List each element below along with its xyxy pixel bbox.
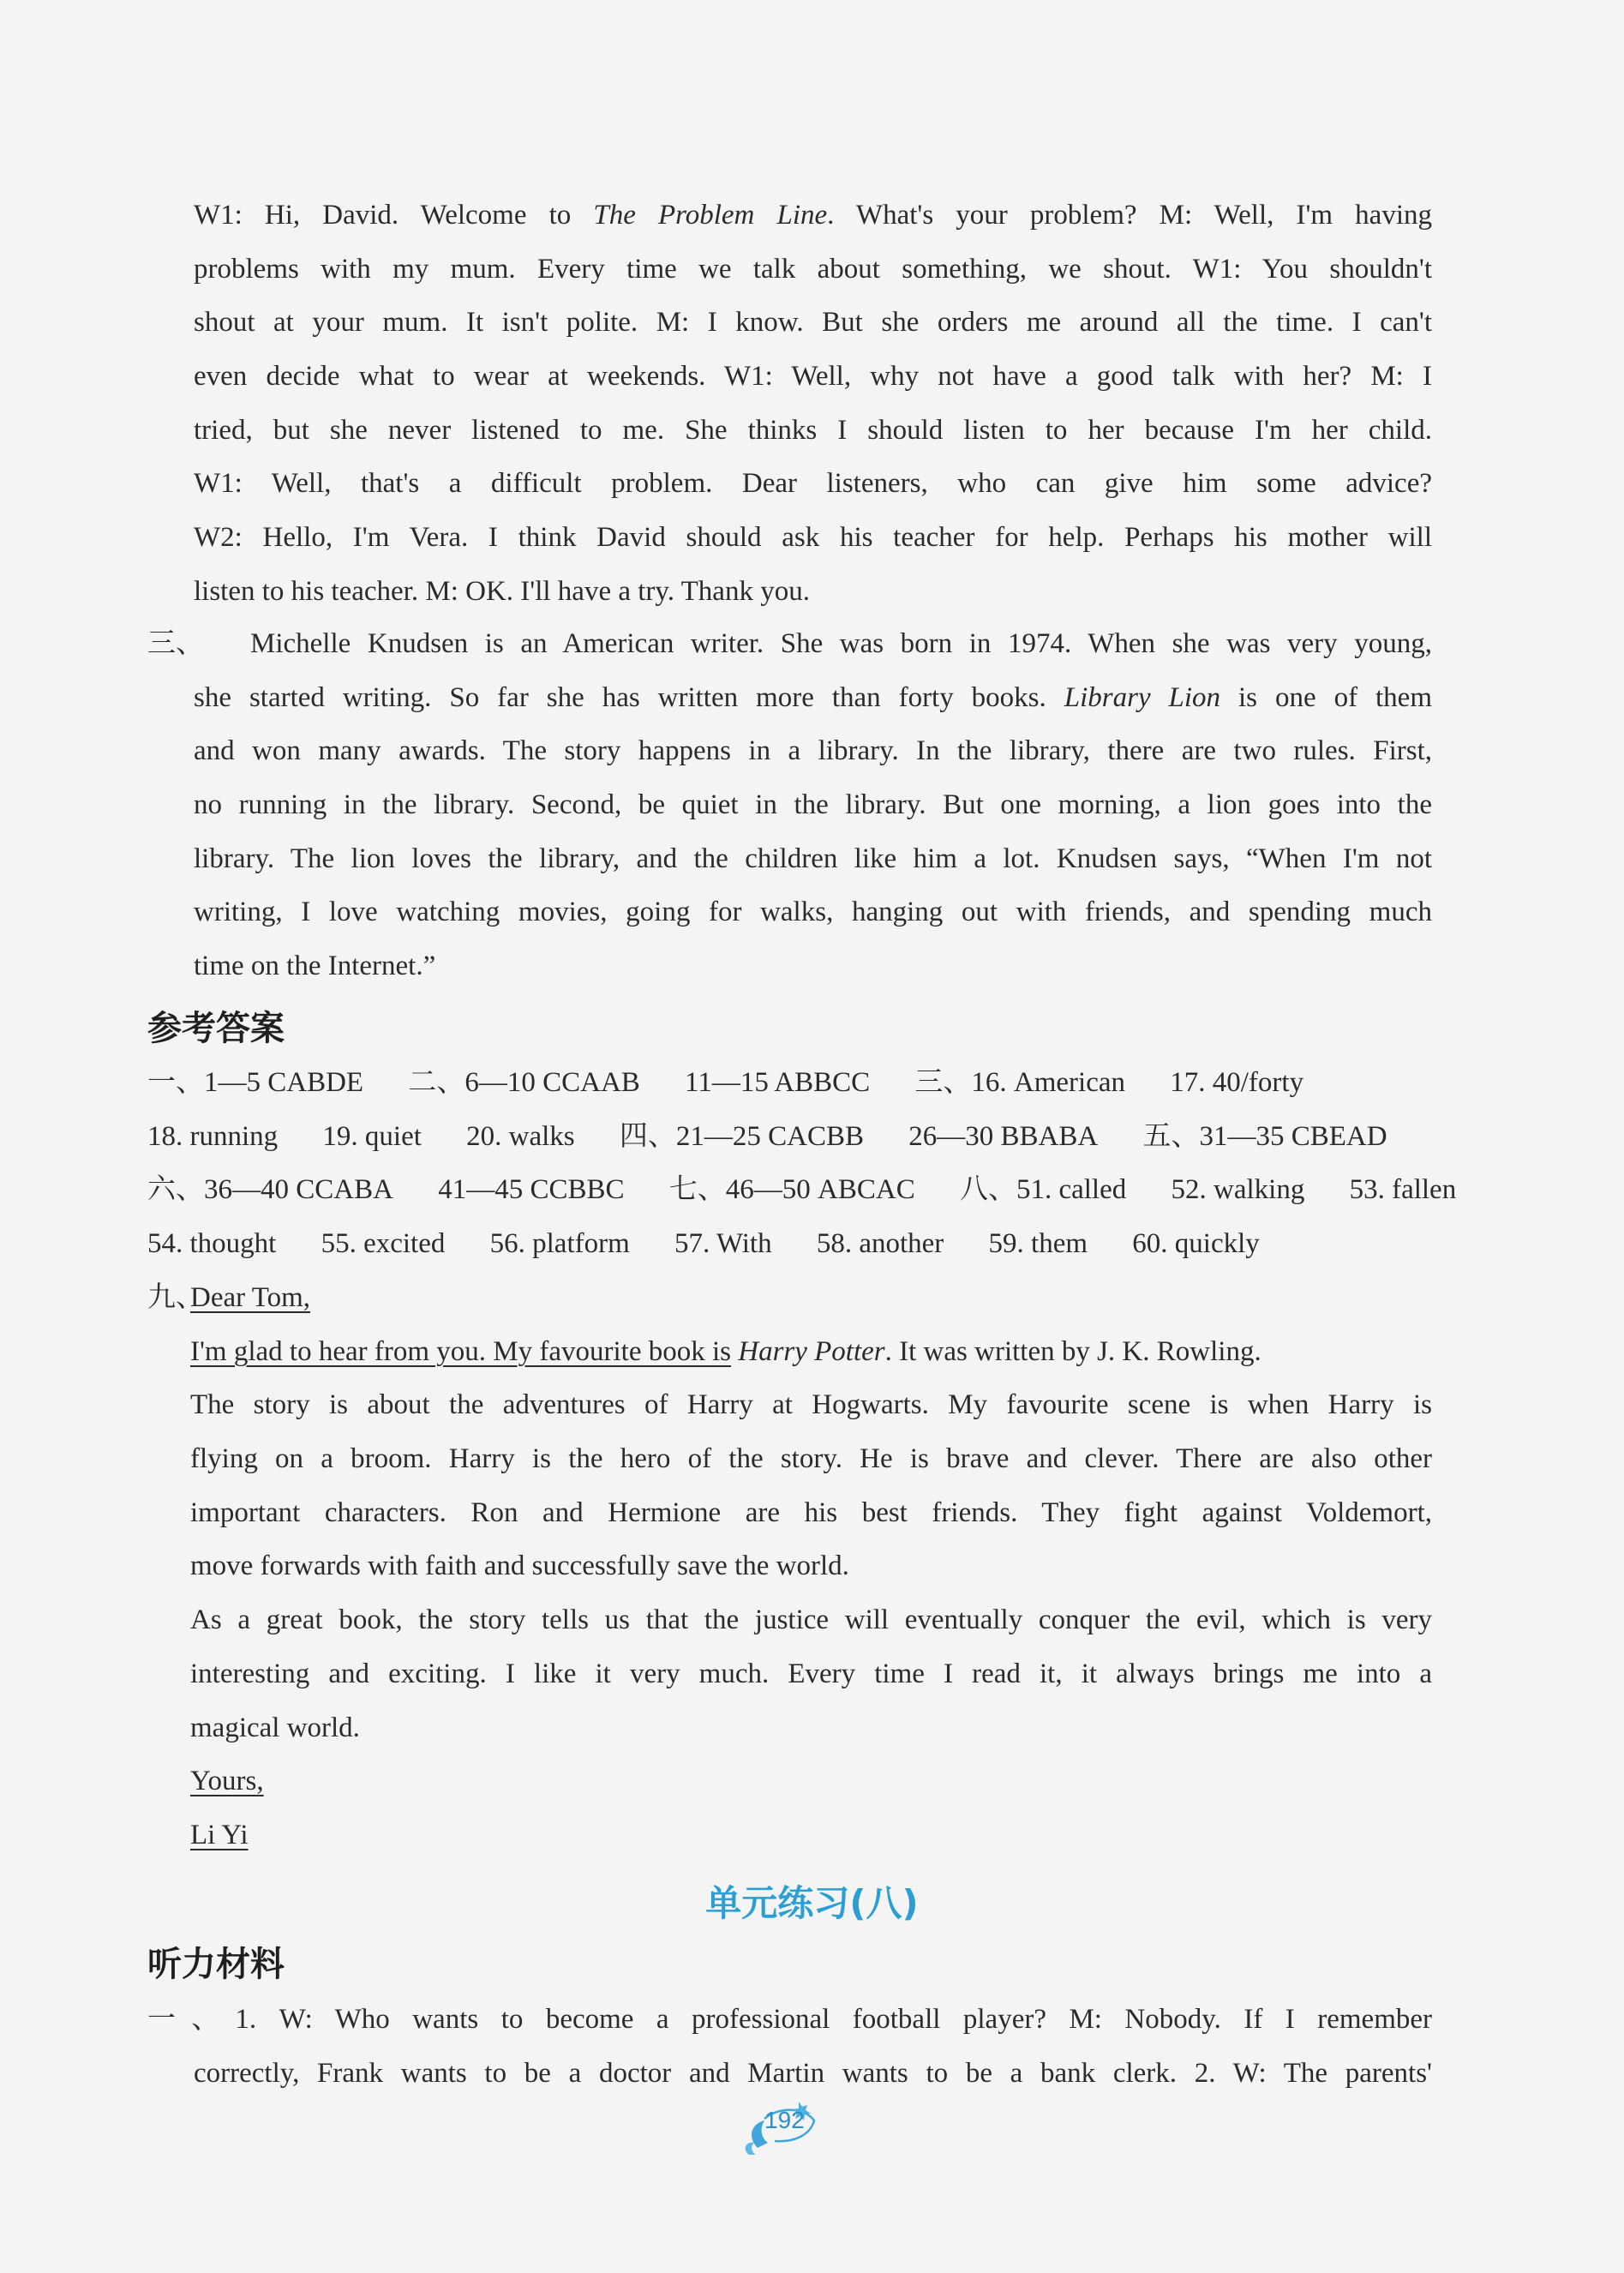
listening-continued (194, 189, 1432, 619)
text-line: W2: Hello, I'm Vera. I think David should ask his teacher for help. Perhaps his mother will (194, 522, 1432, 554)
section-3-label: 三、 (147, 628, 204, 659)
answer-key (147, 1056, 1457, 1271)
text-line: no running in the library. Second, be quiet in the library. But one morning, a lion goes into the (194, 789, 1432, 821)
section-9-label: 九、 (147, 1282, 204, 1313)
unit-title: 单元练习(八) (705, 1882, 919, 1924)
text-line: problems with my mum. Every time we talk about something, we shout. W1: You shouldn't (194, 253, 1432, 285)
text-line: 一、1. W: Who wants to become a professional football player? M: Nobody. If I remember (147, 2004, 1432, 2035)
answer-row: 一、1—5 CABDE 二、6—10 CCAAB 11—15 ABBCC 三、16. American 17. 40/forty (147, 1067, 1304, 1098)
letter-signature: Li Yi (190, 1819, 249, 1850)
text-line: writing, I love watching movies, going for walks, hanging out with friends, and spending much (194, 897, 1432, 928)
model-letter (190, 1271, 1432, 1862)
text-line: and won many awards. The story happens in a library. In the library, there are two rules. First, (194, 735, 1432, 767)
letter-line: magical world. (190, 1712, 360, 1743)
text-line: time on the Internet.” (194, 951, 436, 982)
listening-heading: 听力材料 (147, 1945, 285, 1984)
text-line: W1: Well, that's a difficult problem. Dear listeners, who can give him some advice? (194, 468, 1432, 500)
letter-line: The story is about the adventures of Harry at Hogwarts. My favourite scene is when Harry is (190, 1389, 1432, 1421)
page-number: 192 (764, 2107, 805, 2133)
text-line: she started writing. So far she has written more than forty books. Library Lion is one of them (194, 681, 1432, 713)
letter-greeting: Dear Tom, (190, 1282, 311, 1313)
text-line: listen to his teacher. M: OK. I'll have a try. Thank you. (194, 575, 810, 607)
answer-row: 六、36—40 CCABA 41—45 CCBBC 七、46—50 ABCAC 八、51. called 52. walking 53. fallen (147, 1174, 1457, 1206)
text-line: even decide what to wear at weekends. W1: Well, why not have a good talk with her? M: I (194, 361, 1432, 393)
text-line: W1: Hi, David. Welcome to The Problem Line. What's your problem? M: Well, I'm having (194, 200, 1432, 231)
answers-heading: 参考答案 (147, 1009, 285, 1048)
page-number-badge (739, 2095, 824, 2163)
letter-line: As a great book, the story tells us that the justice will eventually conquer the evil, which is very (190, 1604, 1432, 1636)
text-line: library. The lion loves the library, and the children like him a lot. Knudsen says, “When I'm not (194, 843, 1432, 874)
letter-line: interesting and exciting. I like it very much. Every time I read it, it always brings me into a (190, 1658, 1432, 1689)
section-3-passage (194, 617, 1432, 993)
text-line: Michelle Knudsen is an American writer. She was born in 1974. When she was very young, (250, 628, 1432, 659)
letter-line: I'm glad to hear from you. My favourite book is Harry Potter. It was written by J. K. Rowling. (190, 1335, 1261, 1367)
letter-line: move forwards with faith and successfully save the world. (190, 1550, 849, 1582)
text-line: tried, but she never listened to me. She thinks I should listen to her because I'm her child. (194, 414, 1432, 446)
text-line: shout at your mum. It isn't polite. M: I know. But she orders me around all the time. I can't (194, 307, 1432, 339)
letter-line: important characters. Ron and Hermione are his best friends. They fight against Voldemort, (190, 1496, 1432, 1528)
answer-row: 18. running 19. quiet 20. walks 四、21—25 CACBB 26—30 BBABA 五、31—35 CBEAD (147, 1120, 1387, 1152)
letter-line: flying on a broom. Harry is the hero of the story. He is brave and clever. There are also other (190, 1443, 1432, 1475)
listening-material (147, 1993, 1432, 2100)
answer-row: 54. thought 55. excited 56. platform 57. With 58. another 59. them 60. quickly (147, 1228, 1260, 1260)
letter-closing: Yours, (190, 1766, 264, 1797)
text-line: correctly, Frank wants to be a doctor and Martin wants to be a bank clerk. 2. W: The parents' (194, 2057, 1432, 2089)
